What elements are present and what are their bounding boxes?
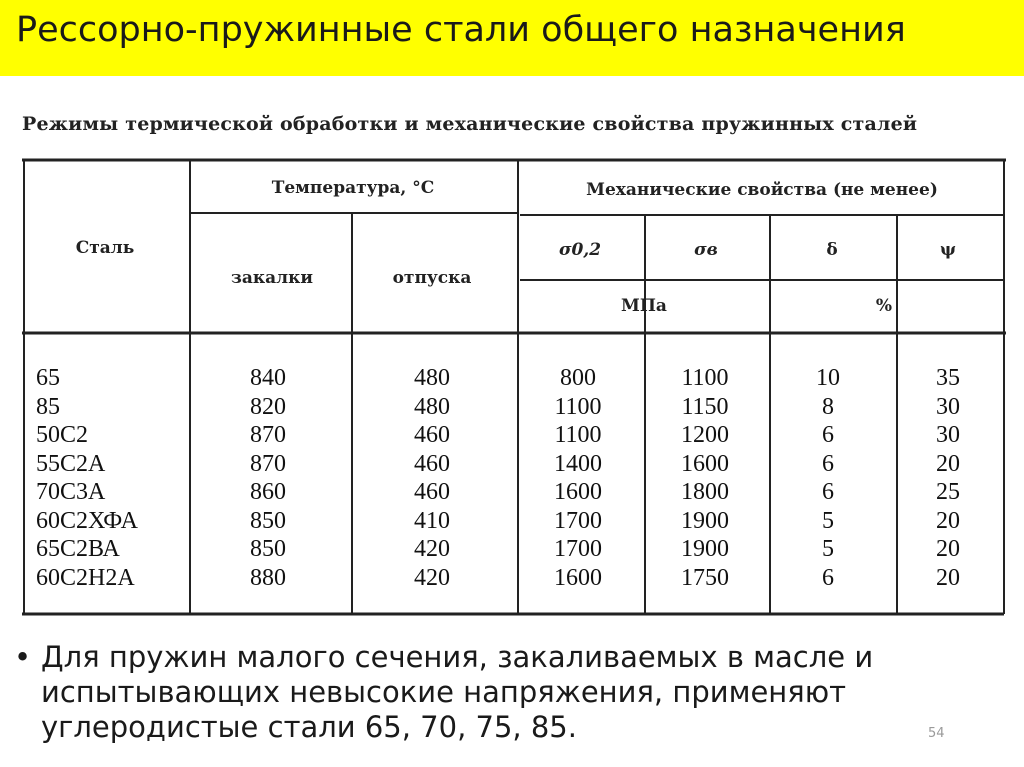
column-psi [936, 364, 960, 592]
cell-psi: 35 [936, 365, 960, 391]
cell-sigma02: 1100 [554, 393, 602, 420]
cell-steel: 70С3А [36, 479, 106, 505]
cell-quench: 880 [250, 564, 286, 591]
bullet-text: Для пружин малого сечения, закаливаемых в масле и испытывающих невысокие напряжения, применяют углеродистые стали 65, 70, 75, 85. [41, 640, 874, 744]
cell-steel: 85 [36, 393, 60, 420]
column-sigma02 [554, 364, 602, 592]
cell-quench: 840 [250, 365, 286, 391]
cell-sigmaB: 1100 [681, 365, 729, 391]
cell-steel: 65 [36, 365, 60, 391]
cell-delta: 6 [822, 479, 834, 505]
column-quench [250, 364, 286, 592]
cell-delta: 6 [822, 564, 834, 591]
cell-quench: 870 [250, 422, 286, 448]
cell-delta: 8 [822, 393, 834, 420]
cell-steel: 60С2ХФА [36, 507, 139, 534]
cell-sigmaB: 1600 [681, 450, 729, 477]
cell-quench: 850 [250, 536, 286, 562]
cell-temper: 460 [414, 422, 450, 448]
cell-sigmaB: 1750 [681, 564, 729, 591]
cell-sigmaB: 1900 [681, 507, 729, 534]
cell-temper: 480 [414, 393, 450, 420]
cell-psi: 20 [936, 507, 960, 534]
bullet-item [14, 640, 974, 745]
column-steel [36, 364, 138, 592]
header-mpa: МПа [621, 296, 667, 316]
cell-quench: 870 [250, 450, 286, 477]
cell-quench: 860 [250, 479, 286, 505]
page-number: 54 [928, 726, 945, 741]
cell-quench: 820 [250, 393, 286, 420]
cell-temper: 460 [414, 450, 450, 477]
cell-delta: 5 [822, 507, 834, 534]
header-psi: ψ [939, 240, 957, 260]
column-sigmaB [681, 364, 729, 592]
cell-sigma02: 1400 [554, 450, 602, 477]
header-quench: закалки [230, 268, 314, 288]
header-delta: δ [826, 240, 838, 260]
cell-sigma02: 1100 [554, 422, 602, 448]
cell-steel: 65С2ВА [36, 536, 120, 562]
cell-temper: 410 [414, 507, 450, 534]
cell-sigma02: 1700 [554, 536, 602, 562]
cell-delta: 5 [822, 536, 834, 562]
cell-sigmaB: 1900 [681, 536, 729, 562]
cell-temper: 480 [414, 365, 450, 391]
cell-delta: 10 [816, 365, 840, 391]
cell-psi: 20 [936, 450, 960, 477]
cell-temper: 420 [414, 536, 450, 562]
slide-title: Рессорно-пружинные стали общего назначения [16, 10, 906, 50]
cell-sigmaB: 1800 [681, 479, 729, 505]
cell-sigma02: 1600 [554, 479, 602, 505]
cell-steel: 55С2А [36, 450, 106, 477]
cell-psi: 20 [936, 536, 960, 562]
bullet-icon: • [14, 640, 32, 674]
header-temperature: Температура, °С [271, 178, 435, 198]
cell-delta: 6 [822, 422, 834, 448]
header-percent: % [875, 296, 893, 316]
column-delta [816, 364, 840, 592]
cell-temper: 420 [414, 564, 450, 591]
cell-steel: 60С2Н2А [36, 564, 135, 591]
cell-delta: 6 [822, 450, 834, 477]
cell-temper: 460 [414, 479, 450, 505]
column-temper [414, 364, 450, 592]
header-mechanical: Механические свойства (не менее) [586, 180, 938, 200]
table-caption: Режимы термической обработки и механические свойства пружинных сталей [22, 113, 918, 135]
header-sigma02: σ0,2 [558, 240, 602, 260]
cell-sigmaB: 1150 [681, 393, 729, 420]
cell-sigma02: 800 [560, 365, 596, 391]
cell-psi: 25 [936, 479, 960, 505]
header-sigmaB: σв [694, 240, 718, 260]
cell-sigmaB: 1200 [681, 422, 729, 448]
cell-psi: 30 [936, 393, 960, 420]
header-steel: Сталь [75, 238, 135, 258]
header-temper: отпуска [392, 268, 472, 288]
cell-psi: 30 [936, 422, 960, 448]
cell-sigma02: 1700 [554, 507, 602, 534]
cell-steel: 50С2 [36, 422, 89, 448]
cell-sigma02: 1600 [554, 564, 602, 591]
cell-quench: 850 [250, 507, 286, 534]
cell-psi: 20 [936, 564, 960, 591]
